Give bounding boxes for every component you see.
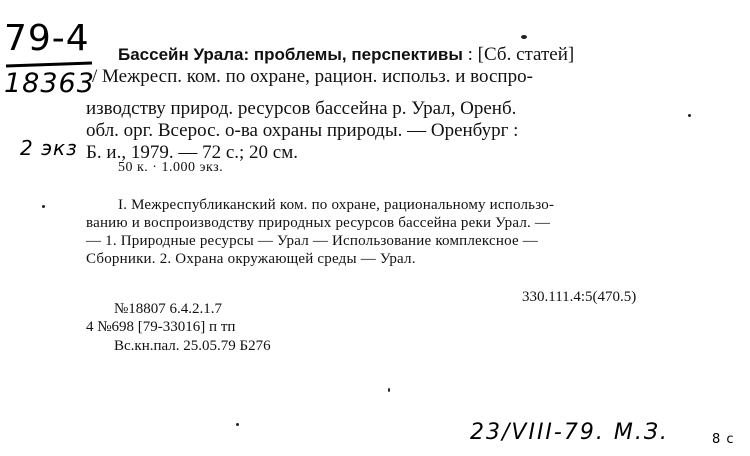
ink-speck <box>688 114 691 117</box>
shelf-mark-divider <box>6 62 92 68</box>
entry-title: Бассейн Урала: проблемы, перспективы <box>118 45 463 64</box>
tracing-line-1: I. Межреспубликанский ком. по охране, рациональному использо- <box>118 197 555 213</box>
tracing-line-3: — 1. Природные ресурсы — Урал — Использование комплексное — <box>86 233 539 249</box>
entry-line-4: обл. орг. Всерос. о-ва охраны природы. — Оренбург : <box>86 120 519 141</box>
copies-note: 2 экз <box>20 136 78 160</box>
entry-line-3: изводству природ. ресурсов бассейна р. Урал, Оренб. <box>86 98 517 119</box>
entry-title-rest: : [Сб. статей] <box>462 44 575 65</box>
shelf-mark-bottom: 18363 <box>4 68 95 99</box>
ink-speck <box>42 205 45 208</box>
ink-speck <box>388 388 390 392</box>
entry-price-circulation: 50 к. · 1.000 экз. <box>118 160 224 175</box>
catalog-meta-line-1: №18807 6.4.2.1.7 <box>114 301 223 317</box>
tracing-line-4: Сборники. 2. Охрана окружающей среды — Урал. <box>86 251 416 267</box>
udc-index: 330.111.4:5(470.5) <box>522 289 637 305</box>
corner-note: 8 с <box>712 432 735 447</box>
entry-title-line <box>118 44 574 65</box>
catalog-meta-line-3: Вс.кн.пал. 25.05.79 Б276 <box>114 338 271 354</box>
ink-speck <box>521 35 527 39</box>
tracing-line-2: ванию и воспроизводству природных ресурсов бассейна реки Урал. — <box>86 215 551 231</box>
handwritten-date-note: 23/VIII-79. М.З. <box>470 420 669 445</box>
catalog-meta-line-2: 4 №698 [79-33016] п тп <box>86 319 236 335</box>
ink-speck <box>236 423 239 426</box>
entry-line-2: / Межресп. ком. по охране, рацион. использ. и воспро- <box>92 66 533 87</box>
shelf-mark-top: 79-4 <box>4 18 90 59</box>
entry-line-5: Б. и., 1979. — 72 с.; 20 см. <box>86 142 298 163</box>
